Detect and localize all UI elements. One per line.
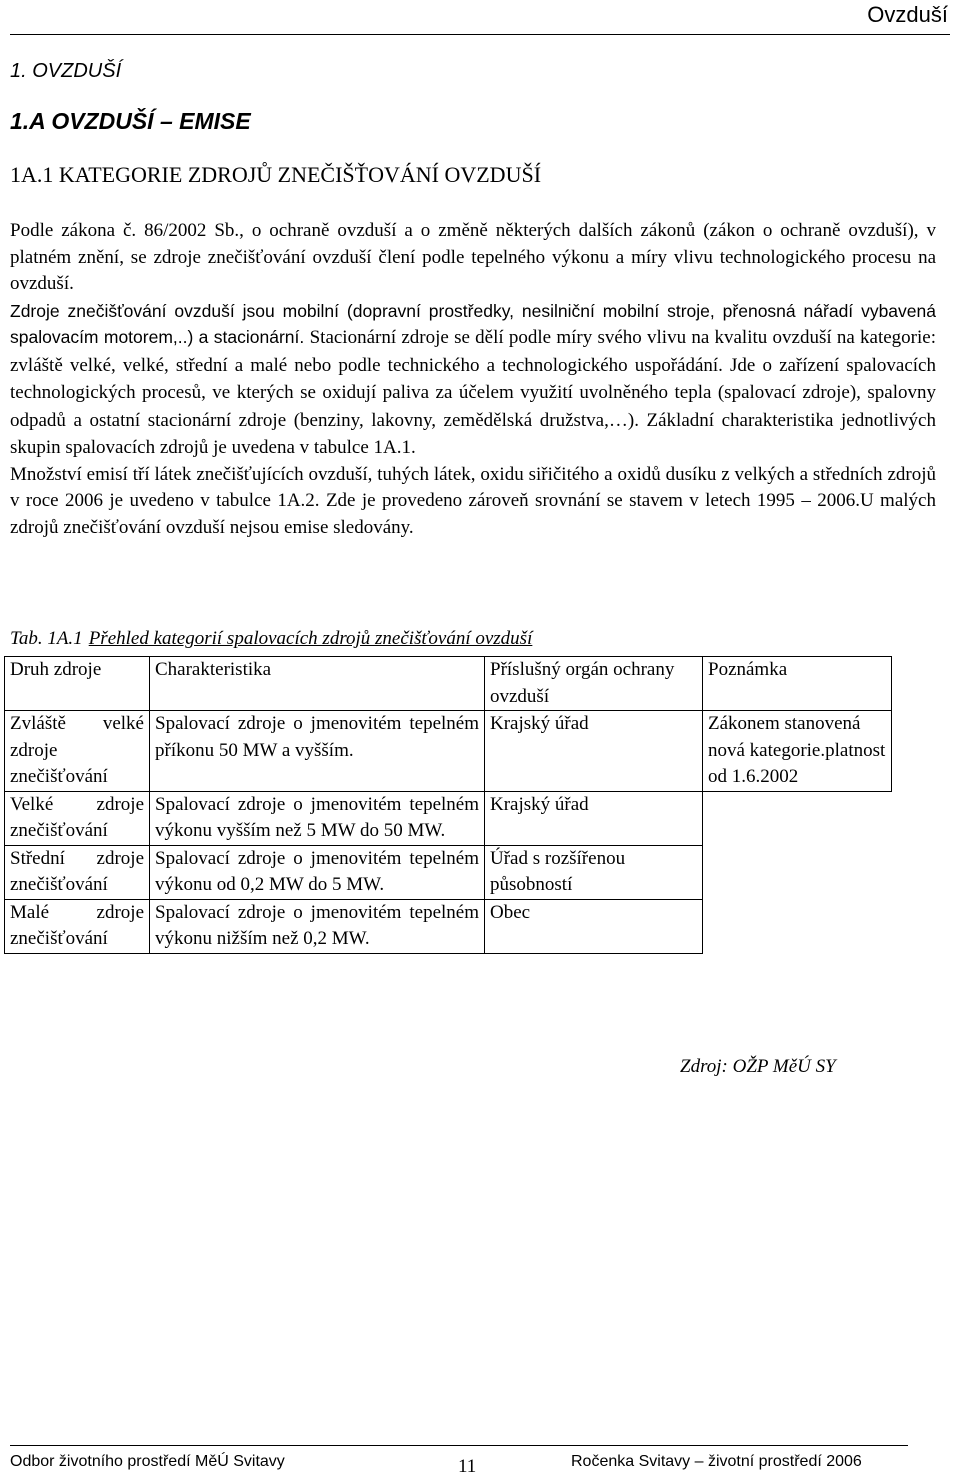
table-source: Zdroj: OŽP MěÚ SY (680, 1056, 836, 1077)
intro-paragraph: Podle zákona č. 86/2002 Sb., o ochraně ovzduší a o změně některých dalších zákonů (zákon o ochraně ovzduší), v platném znění, se zdroje znečišťování ovzduší člení podle tepelného výkonu a míry vlivu technologického procesu na ovzduší. (10, 220, 936, 294)
table-row (5, 899, 892, 953)
cell-characteristics: Spalovací zdroje o jmenovitém tepelném výkonu vyšším než 5 MW do 50 MW. (150, 791, 485, 845)
cell-type: Střední zdroje znečišťování (5, 845, 150, 899)
cell-authority: Úřad s rozšířenou působností (485, 845, 703, 899)
table-caption (10, 628, 532, 650)
cell-authority: Krajský úřad (485, 711, 703, 792)
table-caption-label: Tab. 1A.1 (10, 628, 83, 649)
header-cell-authority: Příslušný orgán ochrany ovzduší (485, 657, 703, 711)
cell-characteristics: Spalovací zdroje o jmenovitém tepelném výkonu od 0,2 MW do 5 MW. (150, 845, 485, 899)
sources-paragraph-serif-text: Stacionární zdroje se dělí podle míry svého vlivu na kvalitu ovzduší na kategorie: zvláště velké, velké, střední a malé nebo podle technického a technologického uspořádání. Jde o zařízení spalovacích technologických procesů, ve kterých se oxidují paliva za účelem využití uvolněného tepla (spalovací zdroje), spalovny odpadů a ostatní stacionární zdroje (benziny, lakovny, zemědělská družstva,…). Základní charakteristika jednotlivých skupin spalovacích zdrojů je uvedena v tabulce 1A.1. (10, 327, 936, 458)
cell-note (703, 845, 892, 899)
cell-note: Zákonem stanovená nová kategorie.platnost od 1.6.2002 (703, 711, 892, 792)
sources-paragraph (10, 298, 936, 462)
cell-type: Malé zdroje znečišťování (5, 899, 150, 953)
table-caption-text: Přehled kategorií spalovacích zdrojů znečišťování ovzduší (88, 628, 533, 649)
cell-type: Velké zdroje znečišťování (5, 791, 150, 845)
footer-publication: Ročenka Svitavy – životní prostředí 2006 (571, 1453, 862, 1470)
cell-type: Zvláště velké zdroje znečišťování (5, 711, 150, 792)
table-row (5, 791, 892, 845)
running-header-title: Ovzduší (867, 2, 948, 27)
cell-characteristics: Spalovací zdroje o jmenovitém tepelném výkonu nižším než 0,2 MW. (150, 899, 485, 953)
emissions-paragraph: Množství emisí tří látek znečišťujících ovzduší, tuhých látek, oxidu siřičitého a oxidů dusíku z velkých a středních zdrojů v roce 2006 je uvedeno v tabulce 1A.2. Zde je provedeno zároveň srovnání se stavem v letech 1995 – 2006.U malých zdrojů znečišťování ovzduší nejsou emise sledovány. (10, 463, 936, 538)
sources-paragraph-sans-text: Zdroje znečišťování ovzduší jsou mobilní (dopravní prostředky, nesilniční mobilní stroje, přenosná nářadí vybavená spalovacím motorem,..) a stacionární. (10, 300, 936, 347)
header-cell-characteristics: Charakteristika (150, 657, 485, 711)
section-heading: 1.A OVZDUŠÍ – EMISE (10, 108, 251, 134)
subsection-heading: 1A.1 KATEGORIE ZDROJŮ ZNEČIŠŤOVÁNÍ OVZDUŠÍ (10, 162, 542, 187)
table-row (5, 711, 892, 792)
header-cell-note: Poznámka (703, 657, 892, 711)
table-row (5, 845, 892, 899)
table-header-row (5, 657, 892, 711)
header-cell-type: Druh zdroje (5, 657, 150, 711)
cell-note (703, 791, 892, 845)
footer-divider (10, 1445, 908, 1446)
source-categories-table (4, 656, 892, 954)
header-divider (10, 34, 950, 35)
footer-department: Odbor životního prostředí MěÚ Svitavy (10, 1453, 285, 1470)
cell-note (703, 899, 892, 953)
cell-authority: Obec (485, 899, 703, 953)
page-number: 11 (458, 1456, 477, 1477)
cell-characteristics: Spalovací zdroje o jmenovitém tepelném příkonu 50 MW a vyšším. (150, 711, 485, 792)
cell-authority: Krajský úřad (485, 791, 703, 845)
chapter-heading: 1. OVZDUŠÍ (10, 60, 122, 82)
main-content (10, 60, 936, 541)
